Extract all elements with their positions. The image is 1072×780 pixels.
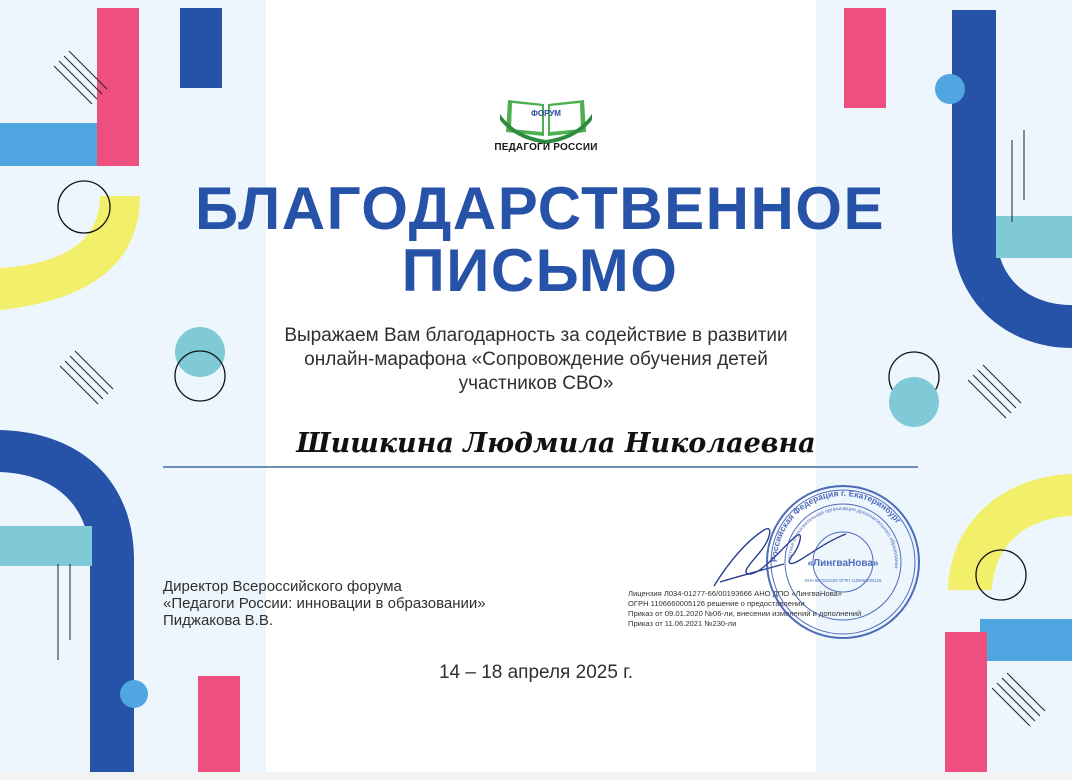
license-line-4: Приказ от 11.06.2021 №230-ли [628,619,737,628]
title-line-2: ПИСЬМО [401,237,679,304]
right-yellow-arc [948,474,1072,590]
left-yellow-arc [0,196,140,310]
stamp-outer-text: Российская Федерация г. Екатеринбург [768,487,904,563]
left-teal-bar [0,526,92,566]
logo-bottom-text: ПЕДАГОГИ РОССИИ [494,142,598,153]
right-vertical-lines [1012,130,1024,222]
gratitude-line-3: участников СВО» [458,373,614,394]
logo-top-text: ФОРУМ [531,109,561,118]
stamp-inner-text: частное образовательная организация дополнительного образования [786,505,900,569]
stamp-center-text: «ЛингваНова» [807,558,879,569]
right-pink-bar-top [844,8,886,108]
right-blue-dot [935,74,965,104]
gratitude-line-2: онлайн-марафона «Сопровождение обучения детей [304,349,768,370]
license-line-2: ОГРН 1106660005126 решение о предоставлении [628,599,805,608]
page-title [170,175,910,304]
name-underline [163,466,918,468]
left-lightblue-bar [0,123,97,166]
left-pink-bar-top [97,8,139,166]
recipient-name: Шишкина Людмила Николаевна [296,428,816,459]
left-vertical-lines [58,564,70,660]
organization-stamp [763,482,923,642]
open-book-icon [494,94,598,144]
left-blue-bar-top [180,8,222,88]
title-line-1: БЛАГОДАРСТВЕННОЕ [195,175,885,242]
stamp-number-text: ИНН 6672321180 ОГРН 1106660005126 [804,578,882,583]
right-hatch-bottom [992,673,1045,726]
left-pink-bar-bottom [198,676,240,772]
left-blue-arch [0,430,134,772]
gratitude-line-1: Выражаем Вам благодарность за содействие в развитии [284,325,788,346]
right-teal-bar [996,216,1072,258]
left-teal-circle [175,327,225,377]
right-teal-circle [889,377,939,427]
director-forum-name: «Педагоги России: инновации в образовании» [163,595,486,612]
right-lightblue-bar [980,619,1072,661]
right-pink-bar-bottom [945,632,987,772]
right-hatch-middle [968,365,1021,418]
director-name: Пиджакова В.В. [163,612,274,629]
left-hatch-middle [60,351,113,404]
event-date: 14 – 18 апреля 2025 г. [438,662,634,683]
gratitude-text [236,324,836,396]
forum-logo [494,94,598,158]
license-line-3: Приказ от 09.01.2020 №06-ли, внесении изменений и дополнений [628,609,862,618]
left-blue-dot [120,680,148,708]
director-signature-block [163,578,583,629]
license-line-1: Лицензия Л034-01277-66/00193666 АНО ДПО «ЛингваНова» [628,589,843,598]
director-title: Директор Всероссийского форума [163,578,402,595]
